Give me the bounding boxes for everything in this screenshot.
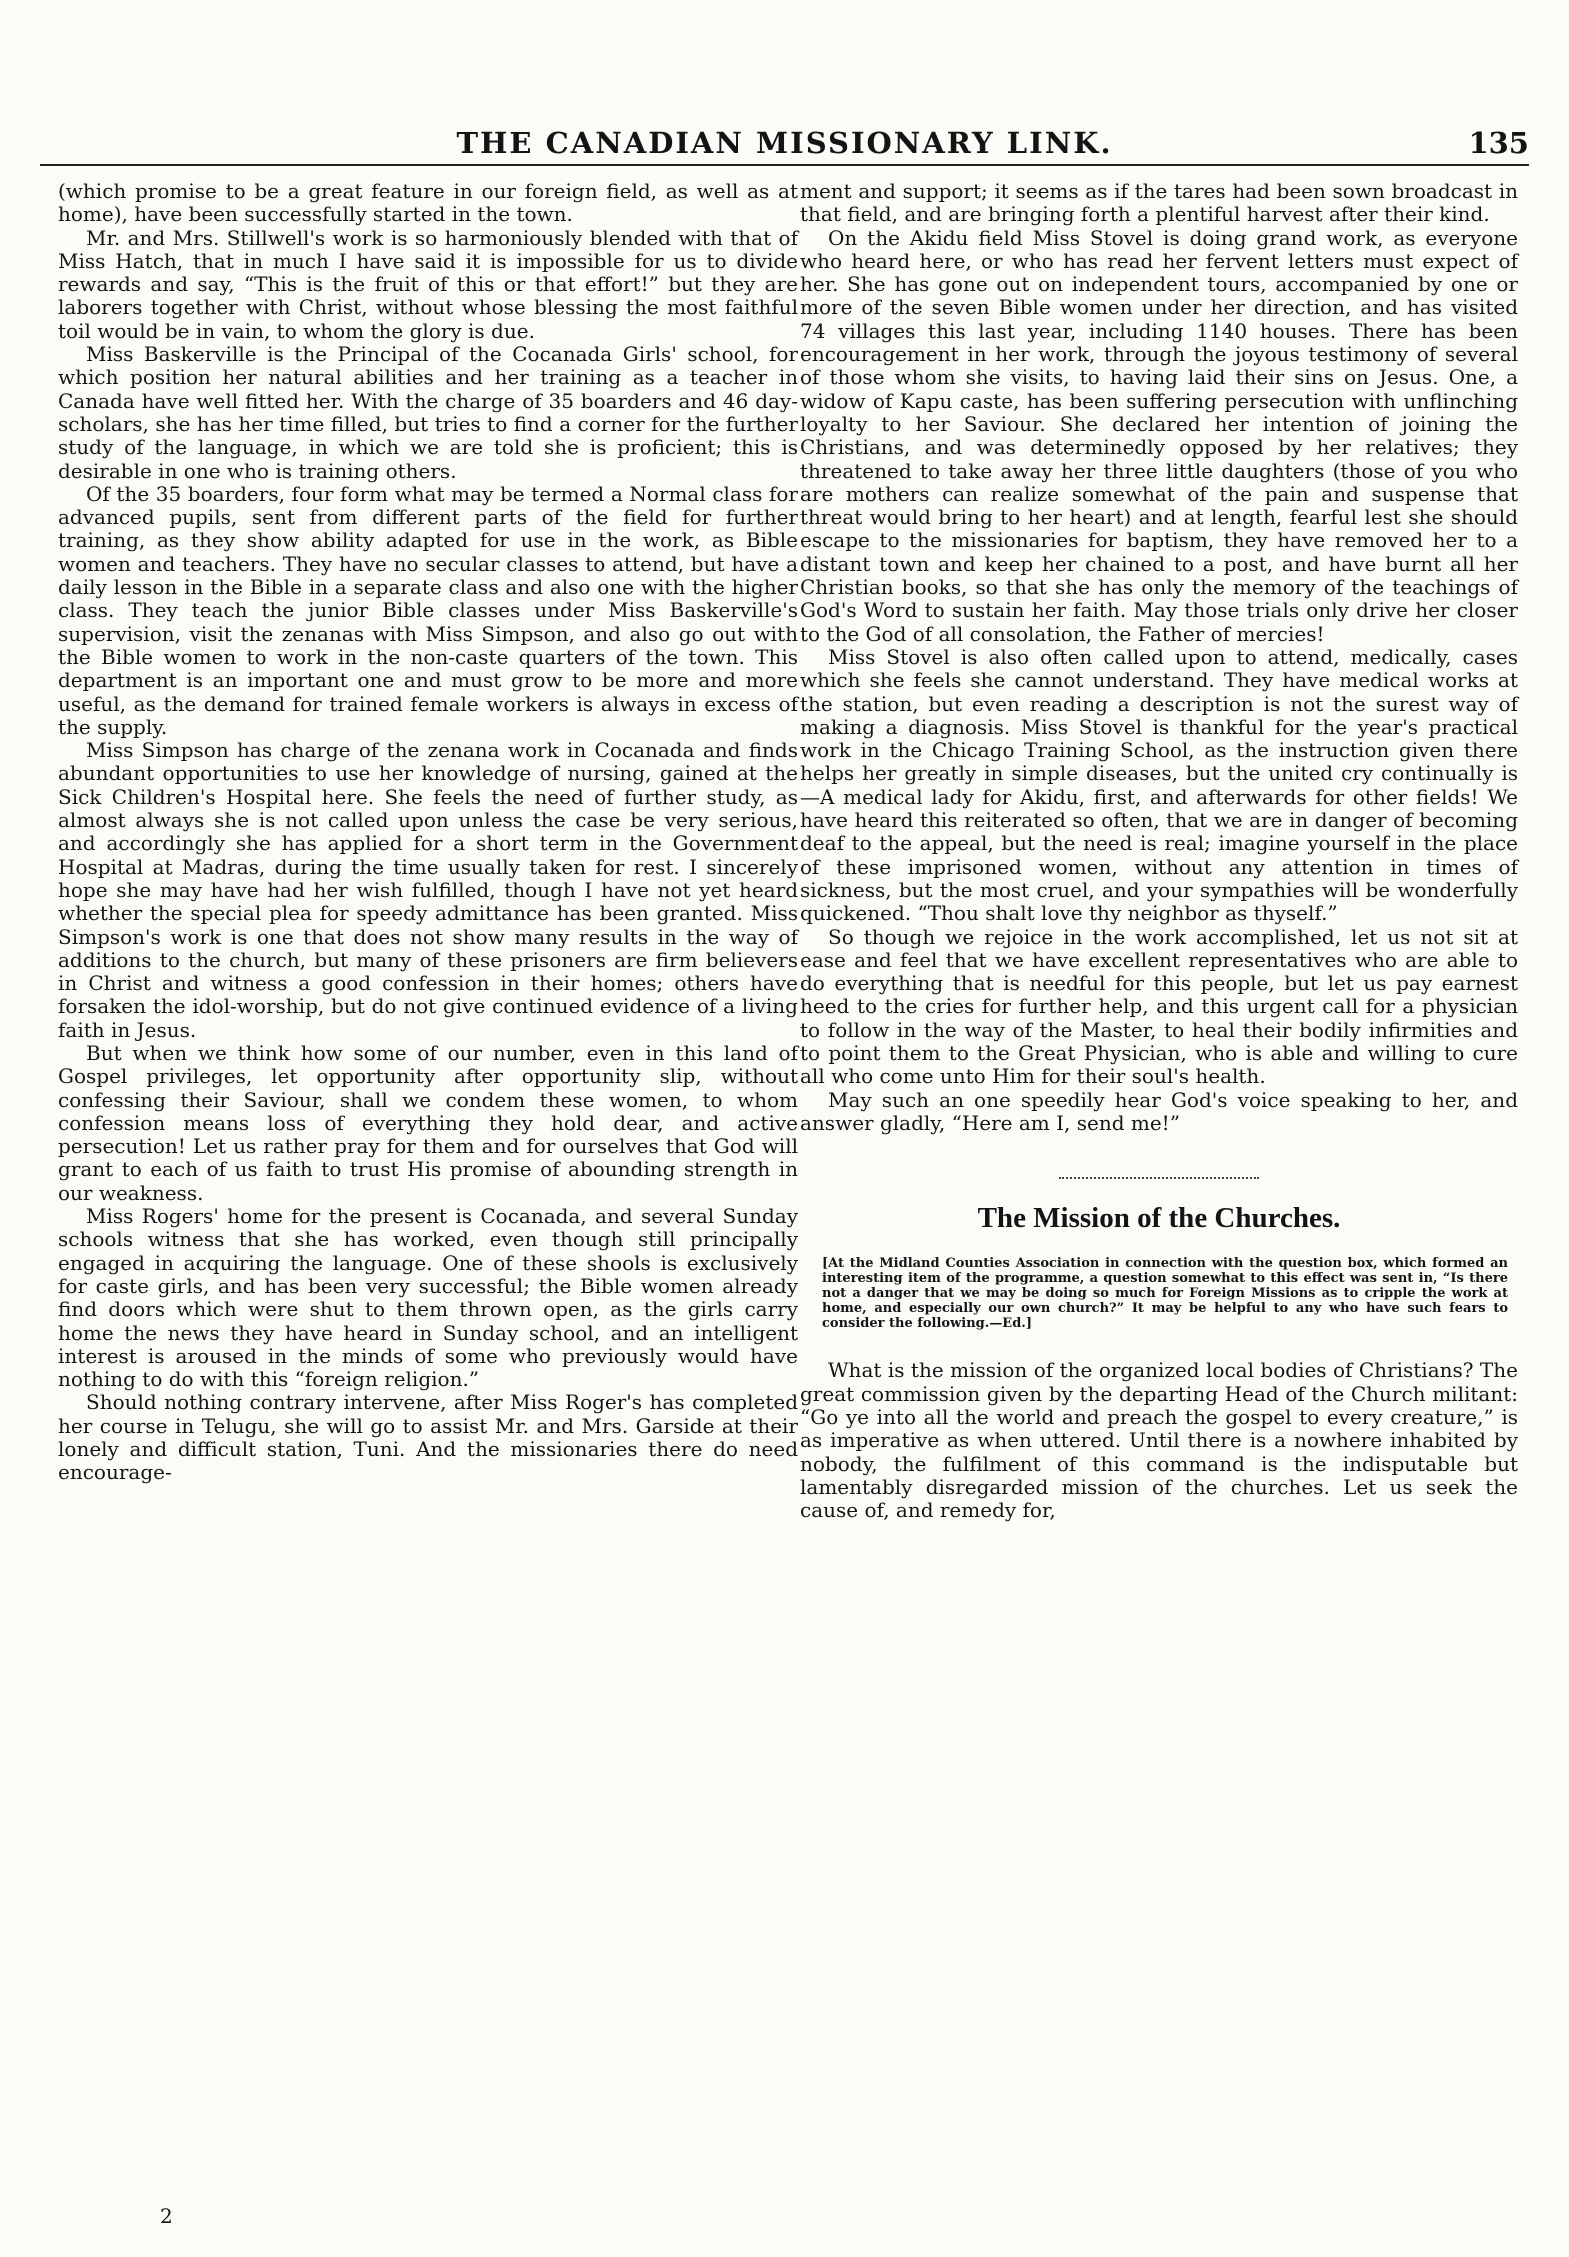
signature-mark: 2 [160,2204,173,2228]
paragraph: So though we rejoice in the work accomplished, let us not sit at ease and feel that we have excellent representatives who are able to do everything that is needful for this people, but let us pay earnest heed to the cries for further help, and this urgent call for a physician to follow in the way of the Master, to heal their bodily infirmities and to point them to the Great Physician, who is able and willing to cure all who come unto Him for their soul's health. [800,924,1518,1089]
section-divider [1059,1177,1259,1179]
right-column [800,180,1518,1523]
paragraph: Miss Simpson has charge of the zenana work in Cocanada and finds abundant opportunities to use her knowledge of nursing, gained at the Sick Children's Hospital here. She feels the need of further study, as almost always she is not called upon unless the case be very serious, and accordingly she has applied for a short term in the Government Hospital at Madras, during the time usually taken for rest. I sincerely hope she may have had her wish fulfilled, though I have not yet heard whether the special plea for speedy admittance has been granted. Miss Simpson's work is one that does not show many results in the way of additions to the church, but many of these prisoners are firm believers in Christ and witness a good confession in their homes; others have forsaken the idol-worship, but do not give continued evidence of a living faith in Jesus. [58,738,798,1042]
paragraph: What is the mission of the organized local bodies of Christians? The great commission given by the departing Head of the Church militant: “Go ye into all the world and preach the gospel to every creature,” is as imperative as when uttered. Until there is a nowhere inhabited by nobody, the fulfilment of this command is the indisputable but lamentably disregarded mission of the churches. Let us seek the cause of, and remedy for, [800,1358,1518,1523]
editor-note: [At the Midland Counties Association in connection with the question box, which formed an interesting item of the programme, a question somewhat to this effect was sent in, “Is there not a danger that we may be doing so much for Foreign Missions as to cripple the work at home, and especially our own church?” It may be helpful to any who have such fears to consider the following.—Ed.] [822,1256,1508,1332]
paragraph: (which promise to be a great feature in our foreign field, as well as at home), have been successfully started in the town. [58,179,798,227]
paragraph: But when we think how some of our number, even in this land of Gospel privileges, let opportunity after opportunity slip, without confessing their Saviour, shall we condem these women, to whom confession means loss of everything they hold dear, and active persecution! Let us rather pray for them and for ourselves that God will grant to each of us faith to trust His promise of abounding strength in our weakness. [58,1040,798,1205]
left-column [58,180,798,1485]
paragraph: Of the 35 boarders, four form what may be termed a Normal class for advanced pupils, sent from different parts of the field for further training, as they show ability adapted for use in the work, as Bible women and teachers. They have no secular classes to attend, but have a daily lesson in the Bible in a separate class and also one with the higher class. They teach the junior Bible classes under Miss Baskerville's supervision, visit the zenanas with Miss Simpson, and also go out with the Bible women to work in the non-caste quarters of the town. This department is an important one and must grow to be more and more useful, as the demand for trained female workers is always in excess of the supply. [58,481,798,739]
paragraph: Miss Baskerville is the Principal of the Cocanada Girls' school, for which position her natural abilities and her training as a teacher in Canada have well fitted her. With the charge of 35 boarders and 46 day-scholars, she has her time filled, but tries to find a corner for the further study of the language, in which we are told she is proficient; this is desirable in one who is training others. [58,342,798,483]
paragraph: Miss Rogers' home for the present is Cocanada, and several Sunday schools witness that she has worked, even though still principally engaged in acquiring the language. One of these shools is exclusively for caste girls, and has been very successful; the Bible women already find doors which were shut to them thrown open, as the girls carry home the news they have heard in Sunday school, and an intelligent interest is aroused in the minds of some who previously would have nothing to do with this “foreign religion.” [58,1204,798,1392]
page-number: 135 [1468,126,1529,160]
article-title: The Mission of the Churches. [977,1202,1341,1235]
paragraph: May such an one speedily hear God's voice speaking to her, and answer gladly, “Here am I, send me!” [800,1087,1518,1135]
paragraph: On the Akidu field Miss Stovel is doing grand work, as everyone who heard here, or who has read her fervent letters must expect of her. She has gone out on independent tours, accompanied by one or more of the seven Bible women under her direction, and has visited 74 villages this last year, including 1140 houses. There has been encouragement in her work, through the joyous testimony of several of those whom she visits, to having laid their sins on Jesus. One, a widow of Kapu caste, has been suffering persecution with unflinching loyalty to her Saviour. She declared her intention of joining the Christians, and was determinedly opposed by her relatives; they threatened to take away her three little daughters (those of you who are mothers can realize somewhat of the pain and suspense that threat would bring to her heart) and at length, fearful lest she should escape to the missionaries for baptism, they have removed her to a distant town and keep her chained to a post, and have burnt all her Christian books, so that she has only the memory of the teachings of God's Word to sustain her faith. May those trials only drive her closer to the God of all consolation, the Father of mercies! [800,225,1518,646]
journal-title: THE CANADIAN MISSIONARY LINK. [456,126,1113,160]
paragraph: Miss Stovel is also often called upon to attend, medically, cases which she feels she cannot understand. They have medical works at the station, but even reading a description is not the surest way of making a diagnosis. Miss Stovel is thankful for the year's practical work in the Chicago Training School, as the instruction given there helps her greatly in simple diseases, but the united cry continually is—A medical lady for Akidu, first, and afterwards for other fields! We have heard this reiterated so often, that we are in danger of becoming deaf to the appeal, but the need is real; imagine yourself in the place of these imprisoned women, without any attention in times of sickness, but the most cruel, and your sympathies will be wonderfully quickened. “Thou shalt love thy neighbor as thyself.” [800,644,1518,926]
paragraph: Mr. and Mrs. Stillwell's work is so harmoniously blended with that of Miss Hatch, that in much I have said it is impossible for us to divide rewards and say, “This is the fruit of this or that effort!” but they are laborers together with Christ, without whose blessing the most faithful toil would be in vain, to whom the glory is due. [58,225,798,343]
paragraph: Should nothing contrary intervene, after Miss Roger's has completed her course in Telugu, she will go to assist Mr. and Mrs. Garside at their lonely and difficult station, Tuni. And the missionaries there do need encourage- [58,1390,798,1485]
paragraph: ment and support; it seems as if the tares had been sown broadcast in that field, and are bringing forth a plentiful harvest after their kind. [800,179,1518,227]
page-header [40,124,1529,166]
